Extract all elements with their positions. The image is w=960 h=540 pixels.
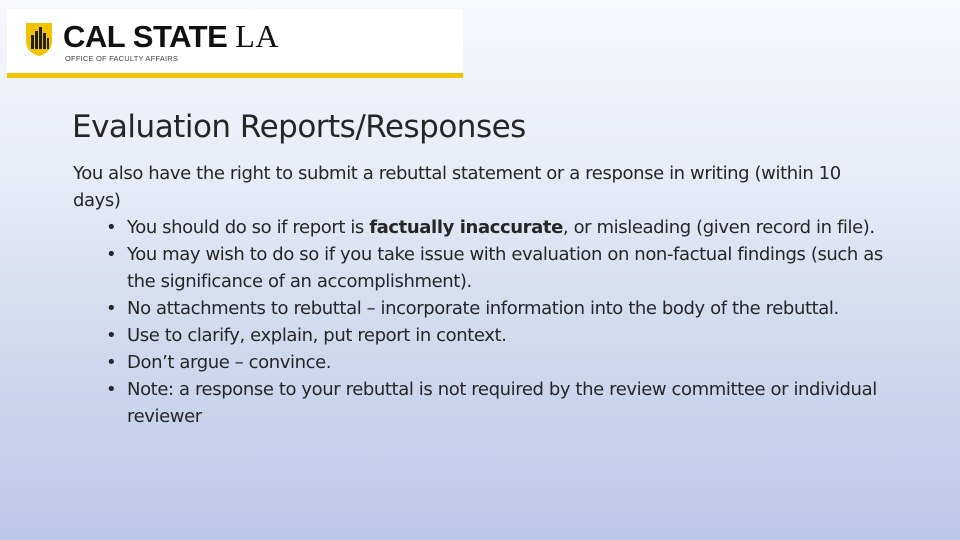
bullet-item [127, 214, 883, 241]
brand-suffix: LA [235, 18, 279, 54]
bullet-item: • Note: a response to your rebuttal is not required by the review committee or individual reviewer [127, 376, 883, 430]
logo-banner [7, 9, 463, 78]
brand-wordmark [63, 19, 279, 54]
university-seal-icon [24, 21, 54, 57]
slide-body [73, 160, 883, 430]
bullet-item: • You may wish to do so if you take issue with evaluation on non-factual findings (such as the significance of an accomplishment). [127, 241, 883, 295]
bullet-text: You should do so if report is [127, 217, 370, 238]
slide-title: Evaluation Reports/Responses [72, 109, 526, 145]
bullet-item: • No attachments to rebuttal – incorporate information into the body of the rebuttal. [127, 295, 883, 322]
bullet-list [73, 214, 883, 430]
brand-name: CAL STATE [63, 19, 228, 54]
brand-subtitle: OFFICE OF FACULTY AFFAIRS [65, 54, 179, 63]
intro-text: You also have the right to submit a rebuttal statement or a response in writing (within 10 days) [73, 163, 841, 211]
bullet-item: • Use to clarify, explain, put report in context. [127, 322, 883, 349]
bullet-emphasis: factually inaccurate [369, 217, 563, 238]
bullet-text: , or misleading (given record in file). [562, 217, 875, 238]
bullet-item: • Don’t argue – convince. [127, 349, 883, 376]
